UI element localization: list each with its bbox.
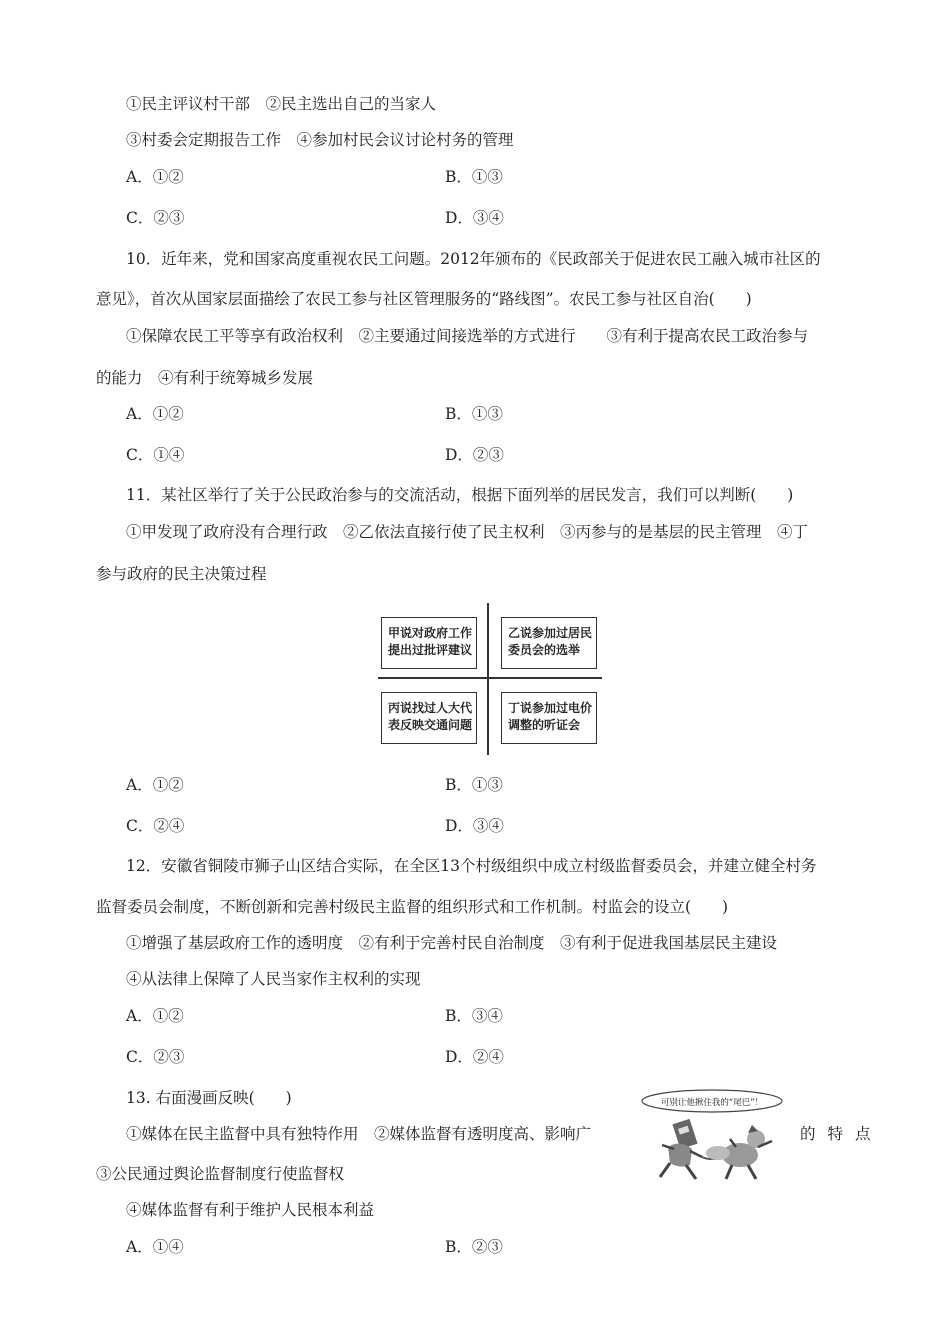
q11-option-line-2: 参与政府的民主决策过程 (96, 565, 267, 583)
q12-option-line-2: ④从法律上保障了人民当家作主权利的实现 (126, 970, 421, 988)
q13-stem: 13. 右面漫画反映( ) (126, 1089, 292, 1107)
q11-stem: 11．某社区举行了关于公民政治参与的交流活动，根据下面列举的居民发言，我们可以判断( ) (126, 486, 794, 504)
q13-option-line-1-tail: 的特点 (800, 1125, 883, 1143)
cartoon-illustration (640, 1087, 786, 1183)
q12-choice-c[interactable]: C．②③ (126, 1048, 185, 1066)
q11-choice-b[interactable]: B．①③ (445, 776, 503, 794)
q12-choice-b[interactable]: B．③④ (445, 1007, 503, 1025)
q9-choice-b[interactable]: B．①③ (445, 168, 503, 186)
q10-option-line-1: ①保障农民工平等享有政治权利 ②主要通过间接选举的方式进行 ③有利于提高农民工政治参与 (126, 327, 809, 345)
statement-box-yi: 乙说参加过居民委员会的选举 (501, 617, 597, 669)
q13-choice-b[interactable]: B．②③ (445, 1238, 503, 1256)
q11-option-line-1: ①甲发现了政府没有合理行政 ②乙依法直接行使了民主权利 ③丙参与的是基层的民主管理 ④丁 (126, 523, 809, 541)
q10-stem-line-2: 意见》，首次从国家层面描绘了农民工参与社区管理服务的“路线图”。农民工参与社区自治( ) (96, 290, 752, 308)
q10-choice-b[interactable]: B．①③ (445, 405, 503, 423)
q12-option-line-1: ①增强了基层政府工作的透明度 ②有利于完善村民自治制度 ③有利于促进我国基层民主建设 (126, 934, 778, 952)
q10-stem-line-1: 10．近年来，党和国家高度重视农民工问题。2012年颁布的《民政部关于促进农民工融入城市社区的 (126, 250, 821, 268)
diagram-horizontal-divider (378, 677, 602, 679)
q13-choice-a[interactable]: A．①④ (126, 1238, 184, 1256)
q9-option-line-1: ①民主评议村干部 ②民主选出自己的当家人 (126, 95, 437, 113)
q9-choice-d[interactable]: D．③④ (445, 209, 504, 227)
q10-choice-c[interactable]: C．①④ (126, 446, 185, 464)
q13-option-line-2: ③公民通过舆论监督制度行使监督权 (96, 1165, 345, 1183)
statement-box-jia: 甲说对政府工作提出过批评建议 (381, 617, 477, 669)
resident-statements-diagram (378, 603, 602, 755)
q12-choice-a[interactable]: A．①② (126, 1007, 184, 1025)
q12-choice-d[interactable]: D．②④ (445, 1048, 504, 1066)
cartoon-caption: 可别让他揪住我的“尾巴”！ (660, 1098, 764, 1108)
q12-stem-line-1: 12．安徽省铜陵市狮子山区结合实际，在全区13个村级组织中成立村级监督委员会，并建立健全村务 (126, 857, 817, 875)
q10-choice-a[interactable]: A．①② (126, 405, 184, 423)
q11-choice-c[interactable]: C．②④ (126, 817, 185, 835)
q10-option-line-2: 的能力 ④有利于统筹城乡发展 (96, 369, 314, 387)
media-supervision-cartoon (640, 1087, 786, 1183)
q13-option-line-1: ①媒体在民主监督中具有独特作用 ②媒体监督有透明度高、影响广 (126, 1125, 592, 1143)
q11-choice-d[interactable]: D．③④ (445, 817, 504, 835)
q10-choice-d[interactable]: D．②③ (445, 446, 504, 464)
q9-choice-c[interactable]: C．②③ (126, 209, 185, 227)
q13-option-line-3: ④媒体监督有利于维护人民根本利益 (126, 1201, 375, 1219)
q9-option-line-2: ③村委会定期报告工作 ④参加村民会议讨论村务的管理 (126, 131, 514, 149)
q11-choice-a[interactable]: A．①② (126, 776, 184, 794)
statement-box-ding: 丁说参加过电价调整的听证会 (501, 692, 597, 744)
q12-stem-line-2: 监督委员会制度，不断创新和完善村级民主监督的组织形式和工作机制。村监会的设立( ) (96, 898, 729, 916)
diagram-vertical-divider (487, 603, 489, 755)
q9-choice-a[interactable]: A．①② (126, 168, 184, 186)
statement-box-bing: 丙说找过人大代表反映交通问题 (381, 692, 477, 744)
